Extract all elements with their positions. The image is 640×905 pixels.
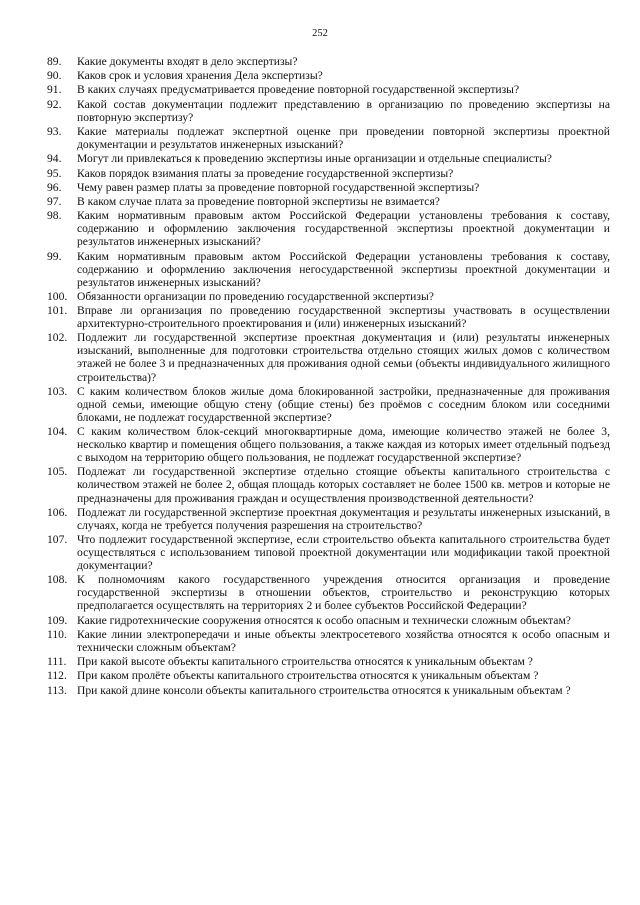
question-number: 100. bbox=[47, 289, 68, 303]
question-item bbox=[47, 614, 610, 627]
question-number: 101. bbox=[47, 304, 68, 318]
question-item bbox=[47, 628, 610, 654]
question-item bbox=[47, 250, 610, 289]
question-item bbox=[47, 181, 610, 194]
question-number: 95. bbox=[47, 166, 62, 180]
question-text: К полномочиям какого государственного учреждения относится организация и проведение государственной экспертизы в отношении объектов, строительство и реконструкцию которых предполагается осуществлять на территориях 2 и более субъектов Российской Федерации? bbox=[77, 573, 610, 613]
question-text: Какие линии электропередачи и иные объекты электросетевого хозяйства относятся к особо опасным и технически сложным объектам? bbox=[77, 627, 610, 654]
question-item bbox=[47, 655, 610, 668]
question-number: 110. bbox=[47, 627, 67, 641]
question-number: 108. bbox=[47, 573, 68, 587]
page-number: 252 bbox=[312, 28, 328, 39]
question-item bbox=[47, 684, 610, 697]
question-text: При какой высоте объекты капитального строительства относятся к уникальным объектам ? bbox=[77, 655, 533, 669]
question-item bbox=[47, 83, 610, 96]
question-item bbox=[47, 167, 610, 180]
question-text: С каким количеством блок-секций многоквартирные дома, имеющие количество этажей не более 3, несколько квартир и помещения общего пользования, а также каждая из которых имеет отдельный подъезд с выходом на территорию общего пользования, не подлежат государственной экспертизе? bbox=[77, 425, 610, 465]
question-text: Какие материалы подлежат экспертной оценке при проведении повторной экспертизы проектной документации и результатов инженерных изысканий? bbox=[77, 124, 610, 152]
question-number: 91. bbox=[47, 83, 62, 97]
question-number: 105. bbox=[47, 465, 68, 479]
question-item bbox=[47, 573, 610, 612]
question-text: Вправе ли организация по проведению государственной экспертизы участвовать в осуществлении архитектурно-строительного проектирования и (или) инженерных изысканий? bbox=[77, 304, 610, 331]
question-item bbox=[47, 506, 610, 532]
question-number: 97. bbox=[47, 194, 62, 208]
question-text: Чему равен размер платы за проведение повторной государственной экспертизы? bbox=[77, 180, 480, 194]
question-number: 111. bbox=[47, 655, 67, 669]
question-item bbox=[47, 125, 610, 151]
question-text: Обязанности организации по проведению государственной экспертизы? bbox=[77, 289, 434, 303]
question-text: Каким нормативным правовым актом Российской Федерации установлены требования к составу, содержанию и оформлению заключения государственной экспертизы проектной документации и результатов инженерных изысканий? bbox=[77, 209, 610, 249]
question-item bbox=[47, 69, 610, 82]
question-number: 99. bbox=[47, 249, 62, 263]
question-number: 93. bbox=[47, 124, 62, 138]
question-text: Какой состав документации подлежит представлению в организацию по проведению экспертизы на повторную экспертизу? bbox=[77, 97, 610, 124]
question-number: 90. bbox=[47, 69, 62, 83]
question-number: 92. bbox=[47, 97, 62, 111]
question-text: Каким нормативным правовым актом Российской Федерации установлены требования к составу, содержанию и оформлению заключения негосударственной экспертизы проектной документации и результатов инженерных изысканий? bbox=[77, 249, 610, 289]
question-item bbox=[47, 385, 610, 424]
question-number: 103. bbox=[47, 384, 68, 398]
question-text: Подлежат ли государственной экспертизе отдельно стоящие объекты капитального строительства с количеством этажей не более 2, общая площадь которых составляет не более 1500 кв. метров и которые не предназначены для проживания граждан и осуществления производственной деятельности? bbox=[77, 465, 610, 505]
question-text: В каком случае плата за проведение повторной экспертизы не взимается? bbox=[77, 194, 440, 208]
question-number: 89. bbox=[47, 55, 62, 68]
question-number: 113. bbox=[47, 683, 67, 697]
question-text: Что подлежит государственной экспертизе, если строительство объекта капитального строительства будет осуществляться с использованием типовой проектной документации или модификации такой проектной документации? bbox=[77, 533, 610, 573]
question-item bbox=[47, 152, 610, 165]
question-item bbox=[47, 55, 610, 68]
question-item bbox=[47, 98, 610, 124]
question-item bbox=[47, 331, 610, 383]
question-number: 106. bbox=[47, 505, 68, 519]
question-text: Каков срок и условия хранения Дела экспертизы? bbox=[77, 69, 323, 83]
question-text: При каком пролёте объекты капитального строительства относятся к уникальным объектам ? bbox=[77, 669, 539, 683]
question-text: С каким количеством блоков жилые дома блокированной застройки, предназначенные для проживания одной семьи, имеющие общую стену (общие стены) без проёмов с соседним блоком или соседними блоками, не подлежат государственной экспертизе? bbox=[77, 384, 610, 424]
question-item bbox=[47, 533, 610, 572]
question-list bbox=[47, 55, 610, 698]
question-text: При какой длине консоли объекты капитального строительства относятся к уникальным объектам ? bbox=[77, 683, 571, 697]
question-item bbox=[47, 195, 610, 208]
question-item bbox=[47, 209, 610, 248]
question-text: Подлежит ли государственной экспертизе проектная документация и (или) результаты инженерных изысканий, выполненные для подготовки строительства отдельно стоящих жилых домов с количеством этажей не более 3 и предназначенных для проживания одной семьи (объекты индивидуального жилищного строительства)? bbox=[77, 331, 610, 384]
question-item bbox=[47, 304, 610, 330]
question-text: В каких случаях предусматривается проведение повторной государственной экспертизы? bbox=[77, 83, 520, 97]
question-number: 104. bbox=[47, 425, 68, 439]
question-text: Подлежат ли государственной экспертизе проектная документация и результаты инженерных изысканий, в случаях, когда не требуется получения разрешения на строительство? bbox=[77, 505, 610, 532]
question-text: Могут ли привлекаться к проведению экспертизы иные организации и отдельные специалисты? bbox=[77, 152, 552, 166]
question-number: 109. bbox=[47, 613, 68, 627]
question-number: 96. bbox=[47, 180, 62, 194]
question-item bbox=[47, 465, 610, 504]
question-item bbox=[47, 669, 610, 682]
question-item bbox=[47, 425, 610, 464]
question-number: 94. bbox=[47, 152, 62, 166]
question-text: Какие документы входят в дело экспертизы? bbox=[77, 55, 298, 68]
question-number: 107. bbox=[47, 533, 68, 547]
question-number: 98. bbox=[47, 209, 62, 223]
question-text: Какие гидротехнические сооружения относятся к особо опасным и технически сложным объектам? bbox=[77, 613, 571, 627]
question-number: 112. bbox=[47, 669, 67, 683]
question-text: Каков порядок взимания платы за проведение государственной экспертизы? bbox=[77, 166, 454, 180]
question-number: 102. bbox=[47, 331, 68, 345]
question-item bbox=[47, 290, 610, 303]
